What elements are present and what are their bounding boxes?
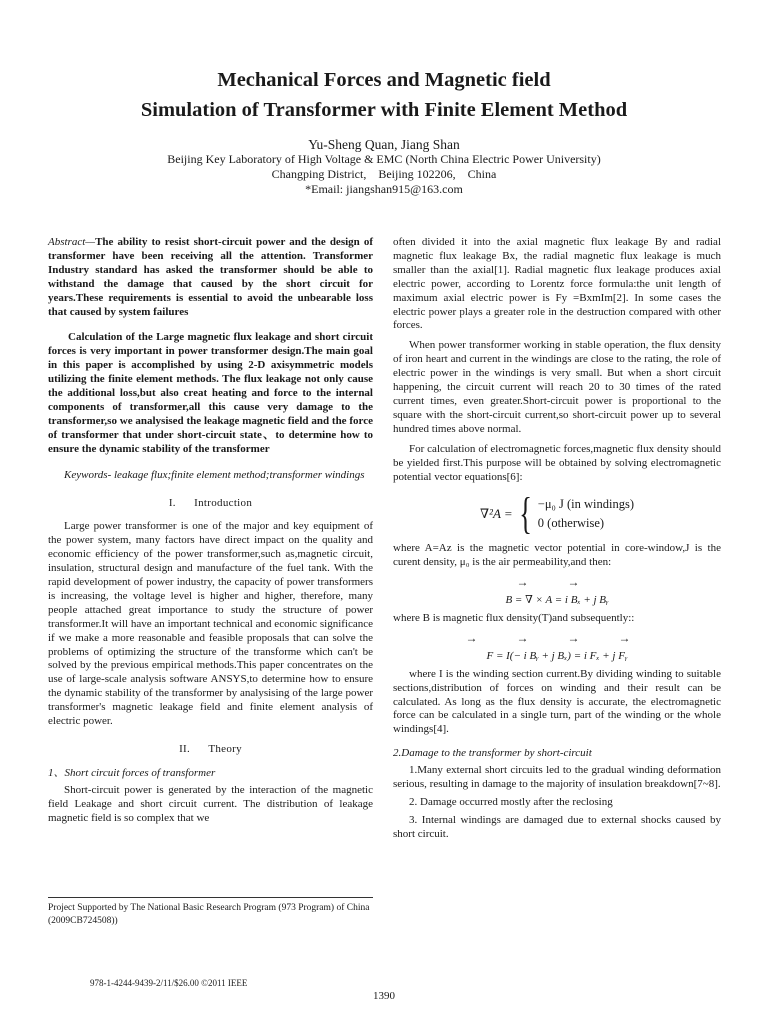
left-column: [48, 236, 373, 826]
equation-flux-density: B = ∇ × A = i Bₓ + j Bᵧ: [505, 594, 609, 607]
email: *Email: jiangshan915@163.com: [305, 182, 463, 196]
equation-vector-potential: [393, 489, 721, 539]
brace-symbol: {: [518, 489, 532, 539]
authors: Yu-Sheng Quan, Jiang Shan: [308, 137, 460, 152]
vector-arrows-1: → →: [516, 575, 598, 590]
paragraph-stable-operation: When power transformer working in stable operation, the flux density of iron heart and current in the windings are close to the rating, the role of electric power in the windings is very small. But when a short circuit happening, the circuit current will reach 20 to 30 times of the rated current times, even greater.Short-circuit power is proportional to the square with the short-circuit current,so short-circuit power up to several hundred times above normal.: [393, 339, 721, 435]
title-line-1: Mechanical Forces and Magnetic field: [217, 69, 551, 91]
equation-force: F = I(− i Bᵧ + j Bₓ) = i Fₓ + j Fᵧ: [486, 649, 628, 662]
paragraph-flux-leakage: often divided it into the axial magnetic flux leakage By and radial magnetic flux leakage Bx, the radial magnetic flux leakage is much smaller than the axial[1]. Radial magnetic flux leakage produces axial electric power, according to Lorentz force formula:the unit length of maximum axial electric power is Fy =BxmIm[2]. In some cases the electric power plays a greater role in the destruction compared with other forces.: [393, 236, 721, 332]
paragraph-where-a: where A=Az is the magnetic vector potential in core-window,J is the curent density, μ₀ is the air permeability,and then:: [393, 542, 721, 569]
equation-case-windings: −μ₀ J (in windings): [537, 496, 635, 511]
abstract-paragraph-2: Calculation of the Large magnetic flux leakage and short circuit forces is very important in power transformer design.The main goal in this paper is accomplished by using 2-D axisymmetric models utilizing the finite element methods. The flux leakage not only cause the additional loss,but also creat heating and force to the internal components of transformer,all this cause very damage to the transformer,so we analysised the leakage magnetic field and the force of transformer that under short-circuit state、to determine how to ensure the dynamic stability of the transformer: [48, 331, 373, 455]
subsection-heading-2: 2.Damage to the transformer by short-circuit: [393, 747, 592, 760]
address: Changping District, Beijing 102206, China: [271, 167, 497, 181]
list-item-2: 2. Damage occurred mostly after the reclosing: [409, 796, 613, 808]
affiliation: Beijing Key Laboratory of High Voltage & EMC (North China Electric Power University): [167, 152, 601, 166]
abstract-label: Abstract—: [48, 236, 96, 248]
equation-case-otherwise: 0 (otherwise): [537, 516, 605, 531]
list-item-3: 3. Internal windings are damaged due to external shocks caused by short circuit.: [393, 813, 721, 840]
page-number: 1390: [373, 990, 395, 1002]
equation-lhs: ∇²A =: [479, 506, 513, 522]
section-heading-introduction: I. Introduction: [168, 496, 253, 509]
paragraph-calculation: For calculation of electromagnetic forces,magnetic flux density should be yielded first.This purpose will be obtained by solving electromagnetic potential vector equations[6]:: [393, 442, 721, 483]
title-line-2: Simulation of Transformer with Finite Element Method: [140, 99, 628, 121]
subsection-heading-1: 1、Short circuit forces of transformer: [48, 766, 216, 779]
right-column: [393, 236, 721, 842]
abstract-text: The ability to resist short-circuit power and the design of transformer have been receiving all the attention. Transformer Industry standard has asked the transformer should be able to withstand the damage that caused by the short circuit for years.These requirements is essential to avoid the unbearable loss that caused by system failures: [48, 236, 373, 318]
paragraph-where-b: where B is magnetic flux density(T)and subsequently::: [393, 612, 635, 625]
theory-paragraph: Short-circuit power is generated by the interaction of the magnetic field Leakage and short circuit current. The distribution of leakage magnetic field is so complex that we: [48, 783, 373, 824]
copyright: 978-1-4244-9439-2/11/$26.00 ©2011 IEEE: [90, 978, 248, 988]
list-item-1: 1.Many external short circuits led to the gradual winding deformation serious, resulting in damage to the majority of insulation breakdown[7~8].: [393, 764, 721, 791]
paragraph-winding-current: where I is the winding section current.By dividing winding to suitable sections,distribution of forces on winding and their result can be calculated. As long as the flux density is accurate, the electromagnetic force can be calculated in a single turn, part of the winding or the whole windings[4].: [393, 667, 721, 736]
keywords: Keywords- leakage flux;finite element method;transformer windings: [64, 468, 365, 481]
equation-cases: [538, 498, 634, 532]
section-heading-theory: II. Theory: [179, 743, 242, 755]
footnote-divider: [48, 897, 373, 898]
intro-paragraph: Large power transformer is one of the major and key equipment of the power system, many factors have direct impact on the quality and economic efficiency of the power transformer,such as,magnetic circuit, insulation, structural design and manufacture of the fuel tank. With the rapid development of power industry, the capacity of power transformers is increasing, the voltage level is higher and higher, therefore, many people attached great importance to study the structure of power transformer.It will have an important technical and economic significance if we make a more reasonable and feasible proposals that can solve the problems of optimizing the structure of the transforme which can't be solved by the previous empirical methods.This paper concentrates on the use of large-scale analysis software ANSYS,to determine how to ensure the dynamic stability of the transformer by analysising of the large power transformer's magnetic leakage field and finite element analysis of electric power.: [48, 520, 373, 728]
footnote: Project Supported by The National Basic Research Program (973 Program) of China (2009CB724508)): [48, 903, 370, 926]
vector-arrows-2: → → → →: [465, 630, 649, 645]
abstract-paragraph: [48, 236, 373, 319]
